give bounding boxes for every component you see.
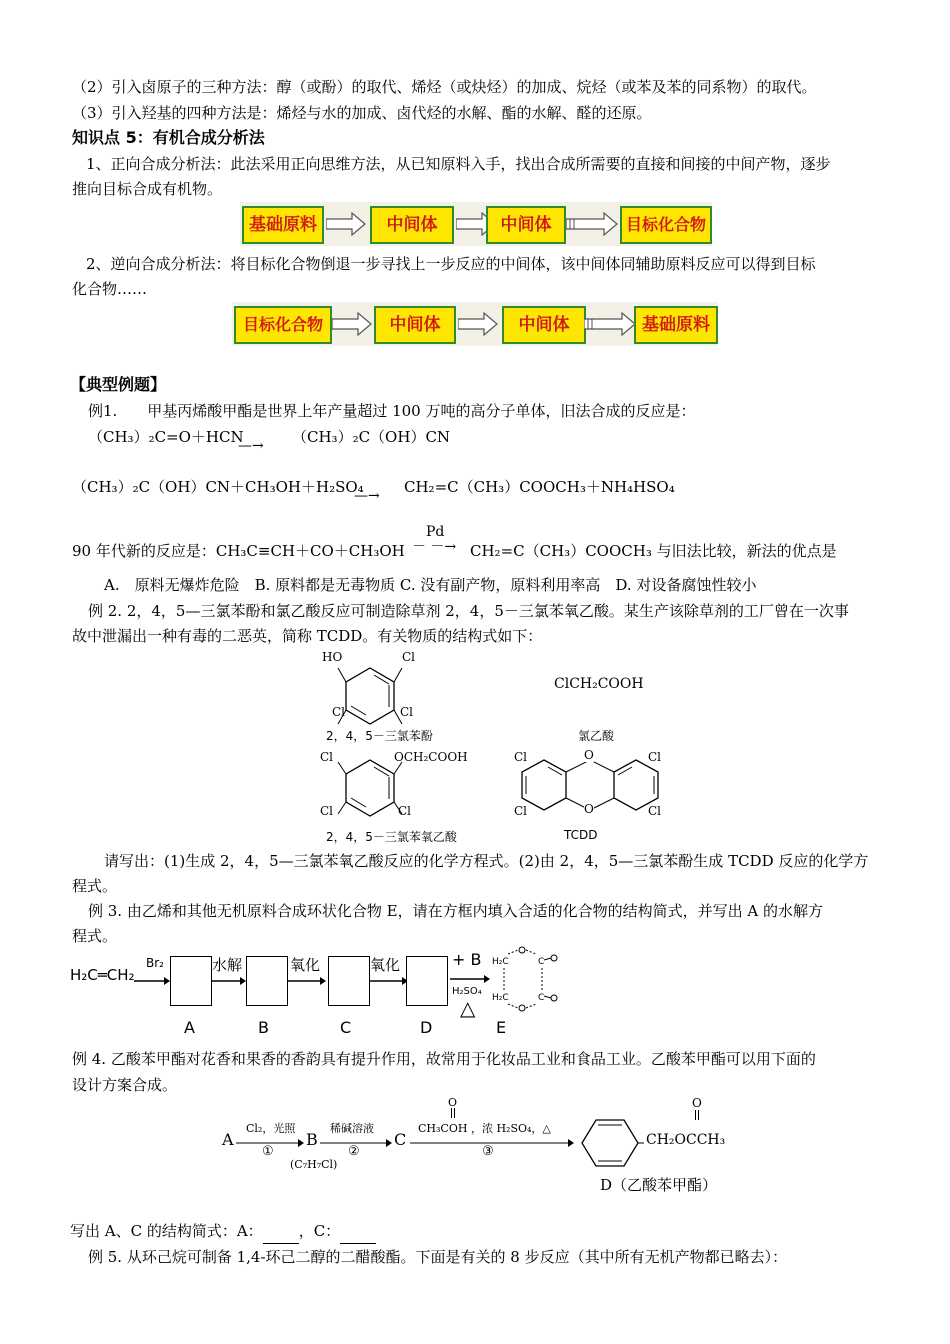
answer-blank-a[interactable] <box>263 1229 299 1244</box>
cl-label: Cl <box>648 804 662 818</box>
ex1-eq1-right: （CH₃）₂C（OH）CN <box>292 428 451 446</box>
compound-c: C <box>394 1130 407 1149</box>
product-d-group: CH₂OCCH₃ <box>646 1132 726 1148</box>
product-d-label: D（乙酸苯甲酯） <box>600 1176 718 1194</box>
arrow-right-icon <box>566 212 618 236</box>
step3-number: ③ <box>482 1144 494 1159</box>
answer-box-d[interactable] <box>406 956 448 1006</box>
ex1-options: A. 原料无爆炸危险 B. 原料都是无毒物质 C. 没有副产物，原料利用率高 D. 对设备腐蚀性较小 <box>104 576 757 594</box>
step1-number: ① <box>262 1144 274 1159</box>
double-bond-icon <box>695 1110 699 1120</box>
intro-paragraph-2: （2）引入卤原子的三种方法：醇（或酚）的取代、烯烃（或炔烃）的加成、烷烃（或苯及苯的同系物）的取代。 <box>72 78 817 96</box>
o-label: O <box>584 748 594 762</box>
answer-box-c[interactable] <box>328 956 370 1006</box>
catalyst-pd: Pd <box>426 524 445 540</box>
step2-number: ② <box>348 1144 360 1159</box>
box-label-b: B <box>258 1018 269 1037</box>
ex1-eq1-left: （CH₃）₂C=O＋HCN <box>88 428 244 446</box>
arrow-right-icon <box>326 212 366 236</box>
reaction-arrow: － －→ <box>412 539 457 555</box>
ex1-eq2-left: （CH₃）₂C（OH）CN＋CH₃OH＋H₂SO₄ <box>72 478 364 496</box>
example2-question: 请写出：(1)生成 2，4，5—三氯苯氧乙酸反应的化学方程式。(2)由 2，4，5—三氯苯酚生成 TCDD 反应的化学方 <box>104 852 869 870</box>
step3-reagent: CH₃COH ，浓 H₂SO₄，△ <box>418 1122 551 1135</box>
compound-a: A <box>222 1130 234 1149</box>
step1-reagent: Cl₂，光照 <box>246 1122 296 1135</box>
flow-box: 中间体 <box>486 206 566 244</box>
heat-symbol: △ <box>460 996 476 1020</box>
reverse-analysis-text-cont: 化合物…… <box>72 280 148 298</box>
compound-b: B <box>306 1130 318 1149</box>
chloroacetic-formula: ClCH₂COOH <box>554 676 644 692</box>
arrow-right-icon <box>370 976 408 986</box>
example4-text: 例 4. 乙酸苯甲酯对花香和果香的香韵具有提升作用，故常用于化妆品工业和食品工业。乙酸苯甲酯可以用下面的 <box>72 1050 816 1068</box>
compound-e-structure <box>490 942 560 1018</box>
ex1-eq2-right: CH₂=C（CH₃）COOCH₃＋NH₄HSO₄ <box>404 478 675 496</box>
cl-label: Cl <box>400 705 414 719</box>
arrow-right-icon <box>458 312 498 336</box>
example2-text: 例 2. 2，4，5—三氯苯酚和氯乙酸反应可制造除草剂 2，4，5－三氯苯氧乙酸。某生产该除草剂的工厂曾在一次事 <box>88 602 849 620</box>
ho-label: HO <box>322 650 343 664</box>
cl-label: Cl <box>514 804 528 818</box>
svg-text:H₂C: H₂C <box>492 957 509 967</box>
reverse-analysis-text: 2、逆向合成分析法：将目标化合物倒退一步寻找上一步反应的中间体，该中间体同辅助原料反应可以得到目标 <box>86 255 816 273</box>
cl-label: Cl <box>514 750 528 764</box>
arrow-right-icon <box>332 312 372 336</box>
flow-box: 中间体 <box>374 306 456 344</box>
arrow-right-icon <box>450 974 490 984</box>
arrow-right-icon <box>212 976 246 986</box>
example4-text-cont: 设计方案合成。 <box>72 1076 178 1094</box>
intro-paragraph-3: （3）引入羟基的四种方法是：烯烃与水的加成、卤代烃的水解、酯的水解、醛的还原。 <box>72 104 652 122</box>
example2-question-cont: 程式。 <box>72 877 118 895</box>
carbonyl-o: O <box>448 1096 458 1109</box>
step-reagent: Br₂ <box>146 956 164 970</box>
flow-box: 基础原料 <box>634 306 718 344</box>
step-reagent: 水解 <box>212 956 243 974</box>
flow-box: 中间体 <box>502 306 586 344</box>
o-label: O <box>584 802 594 816</box>
reaction-arrow: —→ <box>354 488 380 504</box>
box-label-a: A <box>184 1018 195 1037</box>
ethylene-start: H₂C═CH₂ <box>70 966 135 984</box>
box-label-e: E <box>496 1018 507 1037</box>
flow-box: 目标化合物 <box>620 206 712 244</box>
box-label-c: C <box>340 1018 352 1037</box>
cl-label: Cl <box>320 804 334 818</box>
cl-label: Cl <box>398 804 412 818</box>
trichlorophenol-caption: 2，4，5－三氯苯酚 <box>326 729 433 743</box>
forward-flow-diagram <box>240 202 712 246</box>
arrow-right-icon <box>584 312 636 336</box>
box-label-d: D <box>420 1018 433 1037</box>
chloroacetic-caption: 氯乙酸 <box>578 729 615 743</box>
step-condition: H₂SO₄ <box>452 986 482 997</box>
cl-label: Cl <box>402 650 416 664</box>
flow-box: 目标化合物 <box>234 306 332 344</box>
example3-text: 例 3. 由乙烯和其他无机原料合成环状化合物 E，请在方框内填入合适的化合物的结构简式，并写出 A 的水解方 <box>88 902 823 920</box>
svg-text:C: C <box>538 957 545 967</box>
double-bond-icon <box>451 1108 455 1118</box>
phenoxyacetic-caption: 2，4，5－三氯苯氧乙酸 <box>326 830 457 844</box>
example2-text-cont: 故中泄漏出一种有毒的二恶英，简称 TCDD。有关物质的结构式如下： <box>72 627 543 645</box>
step-reagent: 氧化 <box>290 956 321 974</box>
svg-text:C: C <box>538 993 545 1003</box>
och2cooh-label: OCH₂COOH <box>394 750 468 764</box>
step2-reagent: 稀碱溶液 <box>330 1122 374 1135</box>
compound-b-formula: (C₇H₇Cl) <box>290 1158 338 1171</box>
example3-text-cont: 程式。 <box>72 927 118 945</box>
reaction-arrow: —→ <box>238 438 264 454</box>
benzene-ring-structure <box>580 1116 644 1170</box>
examples-heading: 【典型例题】 <box>70 375 167 394</box>
svg-text:H₂C: H₂C <box>492 993 509 1003</box>
ex1-new-suffix: CH₂=C（CH₃）COOCH₃ 与旧法比较，新法的优点是 <box>470 542 837 560</box>
example1-intro: 例1. 甲基丙烯酸甲酯是世界上年产量超过 100 万吨的高分子单体，旧法合成的反应是： <box>88 402 696 420</box>
arrow-right-icon <box>134 976 170 986</box>
carbonyl-o: O <box>692 1096 702 1110</box>
tcdd-caption: TCDD <box>564 828 598 842</box>
forward-analysis-text: 1、正向合成分析法：此法采用正向思维方法，从已知原料入手，找出合成所需要的直接和间接的中间产物，逐步 <box>86 155 831 173</box>
section-title: 知识点 5：有机合成分析法 <box>72 128 265 147</box>
cl-label: Cl <box>320 750 334 764</box>
answer-blank-c[interactable] <box>340 1229 376 1244</box>
reverse-flow-diagram <box>232 302 718 346</box>
arrow-right-icon <box>288 976 326 986</box>
cl-label: Cl <box>332 705 346 719</box>
answer-box-b[interactable] <box>246 956 288 1006</box>
forward-analysis-text-cont: 推向目标合成有机物。 <box>72 180 223 198</box>
cl-label: Cl <box>648 750 662 764</box>
example5-text: 例 5. 从环己烷可制备 1,4-环己二醇的二醋酸酯。下面是有关的 8 步反应（其中所有无机产物都已略去）： <box>88 1248 788 1266</box>
flow-box: 中间体 <box>370 206 454 244</box>
step-reagent: + B <box>452 950 482 969</box>
flow-box: 基础原料 <box>242 206 324 244</box>
example4-question: 写出 A、C 的结构简式：A： ，C： <box>70 1218 376 1244</box>
step-reagent: 氧化 <box>370 956 401 974</box>
ex1-new-prefix: 90 年代新的反应是：CH₃C≡CH＋CO＋CH₃OH <box>72 542 405 560</box>
answer-box-a[interactable] <box>170 956 212 1006</box>
